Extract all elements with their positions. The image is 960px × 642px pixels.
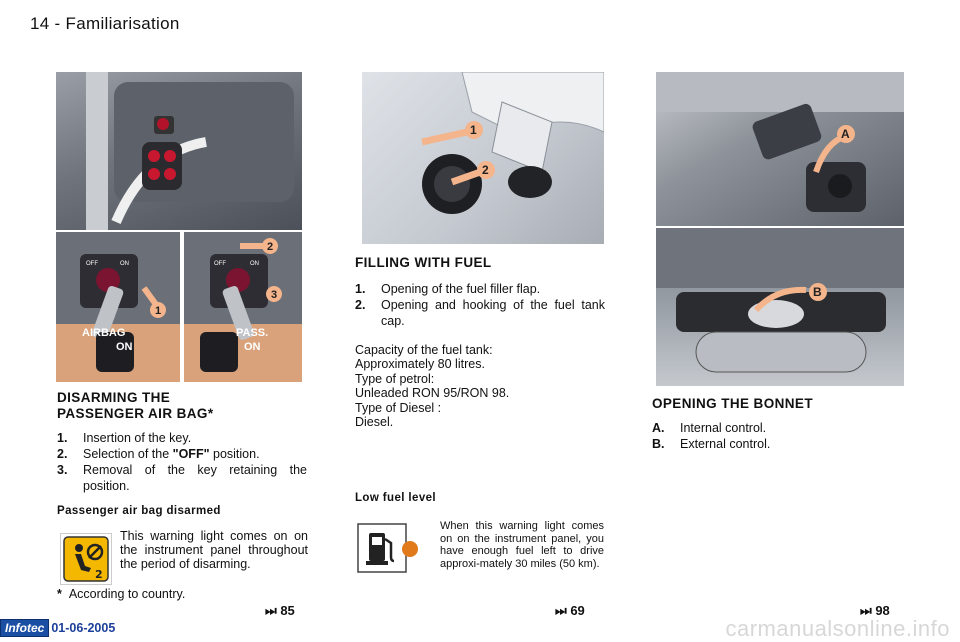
svg-text:OFF: OFF: [86, 261, 98, 267]
low-fuel-subheading: Low fuel level: [355, 492, 437, 504]
airbag-dashboard-illustration: [56, 72, 302, 230]
photo-marker-b: B: [813, 285, 822, 299]
fuel-diesel-type: Type of Diesel : Diesel.: [355, 401, 442, 429]
photo-marker-2: 2: [267, 241, 274, 253]
list-item: 3. Removal of the key retaining the position.: [57, 463, 307, 493]
airbag-label: AIRBAG: [82, 327, 126, 339]
svg-text:ON: ON: [250, 261, 259, 267]
airbag-steps: [57, 430, 307, 494]
watermark: carmanualsonline.info: [725, 616, 950, 641]
airbag-switch-photo-on: [56, 232, 180, 382]
page-ref-85[interactable]: ⏭ 85: [265, 603, 295, 618]
page-number: 14: [30, 14, 50, 33]
svg-text:ON: ON: [120, 261, 129, 267]
photo-marker-1: 1: [155, 305, 162, 317]
airbag-switch-photo-off: [184, 232, 302, 382]
footer-date: 01-06-2005: [51, 620, 116, 635]
low-fuel-indicator-lamp: [402, 541, 418, 557]
airbag-heading: DISARMING THE PASSENGER AIR BAG*: [57, 390, 214, 421]
infotec-logo: Infotec: [0, 619, 49, 637]
svg-text:2: 2: [95, 568, 103, 581]
fuel-filler-illustration: [362, 72, 604, 244]
photo-marker-a: A: [841, 127, 850, 141]
airbag-dashboard-photo: [56, 72, 302, 230]
airbag-off-warning-light-icon: [60, 533, 112, 585]
pass-label: PASS.: [236, 327, 269, 339]
photo-marker-2: 2: [482, 163, 489, 177]
skip-forward-icon: ⏭: [555, 603, 567, 618]
airbag-disarmed-subheading: Passenger air bag disarmed: [57, 505, 221, 517]
list-item: A. Internal control.: [652, 421, 767, 435]
footer: [0, 619, 115, 636]
low-fuel-text: When this warning light comes on on the instrument panel, you have enough fuel left to drive approxi-mately 30 miles (50 km).: [440, 520, 604, 570]
bonnet-internal-control-photo: [656, 72, 904, 226]
photo-marker-1: 1: [470, 123, 477, 137]
list-item: 2. Opening and hooking of the fuel tank cap.: [355, 298, 605, 328]
skip-forward-icon: ⏭: [265, 603, 277, 618]
photo-marker-3: 3: [271, 289, 278, 301]
svg-text:ON: ON: [244, 341, 261, 353]
svg-text:OFF: OFF: [214, 261, 226, 267]
skip-forward-icon: ⏭: [860, 603, 872, 618]
list-item: 1. Insertion of the key.: [57, 431, 192, 445]
fuel-filler-photo: [362, 72, 604, 244]
page-title: [30, 14, 180, 34]
svg-text:ON: ON: [116, 341, 133, 353]
fuel-heading: FILLING WITH FUEL: [355, 255, 492, 270]
fuel-steps: [355, 281, 605, 329]
fuel-capacity: Capacity of the fuel tank: Approximately 80 litres.: [355, 343, 493, 371]
list-item: 1. Opening of the fuel filler flap.: [355, 282, 541, 296]
title-separator: -: [54, 14, 61, 33]
bonnet-heading: OPENING THE BONNET: [652, 396, 813, 411]
list-item: B. External control.: [652, 437, 771, 451]
list-item: 2. Selection of the "OFF" position.: [57, 447, 260, 461]
airbag-warning-text: This warning light comes on on the instrument panel throughout the period of disarming.: [120, 529, 308, 571]
section-title: Familiarisation: [65, 14, 180, 33]
footnote: * According to country.: [57, 587, 186, 601]
page-ref-98[interactable]: ⏭ 98: [860, 603, 890, 618]
fuel-pump-warning-icon: [357, 523, 407, 573]
bonnet-items: [652, 420, 902, 452]
bonnet-external-control-photo: [656, 228, 904, 386]
fuel-petrol-type: Type of petrol: Unleaded RON 95/RON 98.: [355, 372, 510, 400]
off-position-emphasis: "OFF": [172, 447, 210, 461]
page-ref-69[interactable]: ⏭ 69: [555, 603, 585, 618]
